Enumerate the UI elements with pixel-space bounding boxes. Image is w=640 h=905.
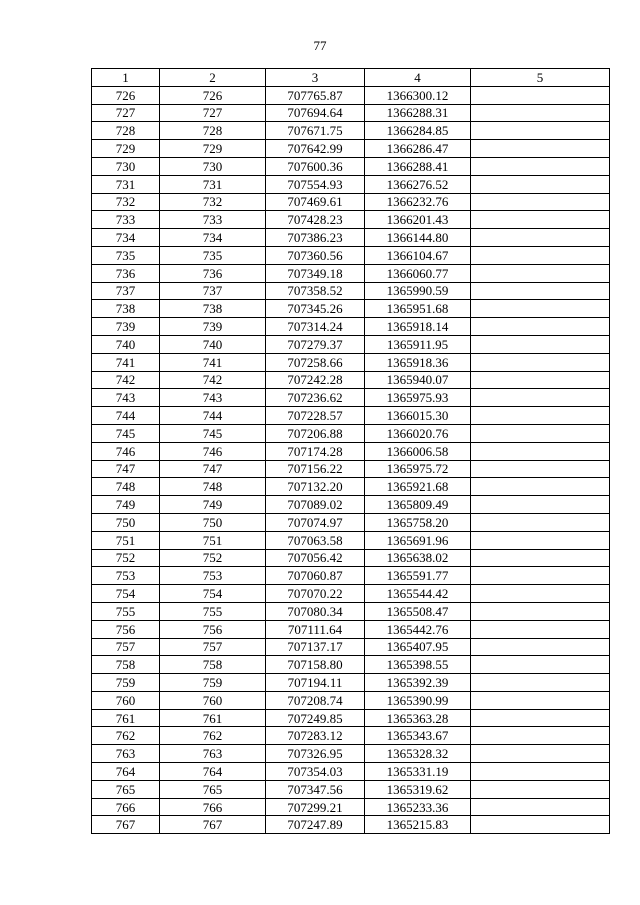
table-cell: 748 (160, 478, 266, 496)
table-cell: 707111.64 (266, 620, 365, 638)
table-cell (471, 389, 610, 407)
table-cell: 1366232.76 (365, 193, 471, 211)
page-number: 77 (313, 38, 327, 53)
table-cell: 745 (92, 424, 160, 442)
table-row (92, 229, 610, 247)
table-cell: 1366144.80 (365, 229, 471, 247)
table-cell: 1365918.36 (365, 353, 471, 371)
table-cell: 707314.24 (266, 318, 365, 336)
table-cell: 763 (92, 745, 160, 763)
table-cell (471, 264, 610, 282)
table-cell: 707283.12 (266, 727, 365, 745)
table-row (92, 567, 610, 585)
table-cell: 707174.28 (266, 442, 365, 460)
table-row (92, 264, 610, 282)
table-row (92, 549, 610, 567)
table-cell: 753 (92, 567, 160, 585)
table-cell (471, 122, 610, 140)
table-cell (471, 727, 610, 745)
table-cell (471, 211, 610, 229)
table-cell: 751 (92, 531, 160, 549)
table-cell: 738 (92, 300, 160, 318)
table-cell (471, 496, 610, 514)
table-cell: 735 (92, 246, 160, 264)
table-cell: 750 (92, 513, 160, 531)
table-row (92, 638, 610, 656)
column-header: 1 (92, 69, 160, 87)
table-cell: 727 (160, 104, 266, 122)
table-cell: 726 (92, 86, 160, 104)
table-cell: 707428.23 (266, 211, 365, 229)
table-cell: 729 (160, 140, 266, 158)
table-cell: 1366006.58 (365, 442, 471, 460)
table-cell: 750 (160, 513, 266, 531)
table-cell (471, 763, 610, 781)
table-cell: 766 (92, 798, 160, 816)
table-cell (471, 193, 610, 211)
table-cell (471, 780, 610, 798)
table-cell (471, 585, 610, 603)
table-cell: 707247.89 (266, 816, 365, 834)
table-cell: 1365975.72 (365, 460, 471, 478)
table-cell: 754 (160, 585, 266, 603)
table-cell: 735 (160, 246, 266, 264)
table-cell: 730 (160, 157, 266, 175)
table-row (92, 496, 610, 514)
table-cell: 727 (92, 104, 160, 122)
table-cell: 765 (160, 780, 266, 798)
table-cell: 764 (160, 763, 266, 781)
table-cell: 1366288.31 (365, 104, 471, 122)
table-cell (471, 745, 610, 763)
table-cell: 749 (92, 496, 160, 514)
table-cell: 707236.62 (266, 389, 365, 407)
table-row (92, 335, 610, 353)
table-cell: 731 (92, 175, 160, 193)
table-cell: 707765.87 (266, 86, 365, 104)
table-cell: 707156.22 (266, 460, 365, 478)
table-row (92, 424, 610, 442)
table-cell: 1365758.20 (365, 513, 471, 531)
table-cell: 734 (92, 229, 160, 247)
table-cell: 732 (160, 193, 266, 211)
table-cell: 739 (160, 318, 266, 336)
table-cell (471, 691, 610, 709)
coordinates-table (91, 68, 610, 834)
table-cell: 762 (92, 727, 160, 745)
table-cell: 1366276.52 (365, 175, 471, 193)
table-cell: 759 (92, 674, 160, 692)
table-row (92, 282, 610, 300)
table-cell: 1365918.14 (365, 318, 471, 336)
table-cell: 752 (160, 549, 266, 567)
table-cell: 747 (92, 460, 160, 478)
table-cell: 707360.56 (266, 246, 365, 264)
table-row (92, 727, 610, 745)
table-cell: 743 (160, 389, 266, 407)
table-cell: 736 (92, 264, 160, 282)
table-cell: 1365398.55 (365, 656, 471, 674)
table-row (92, 175, 610, 193)
table-cell: 1365921.68 (365, 478, 471, 496)
table-cell: 730 (92, 157, 160, 175)
table-cell: 1366015.30 (365, 407, 471, 425)
table-cell: 731 (160, 175, 266, 193)
table-cell: 736 (160, 264, 266, 282)
table-row (92, 407, 610, 425)
table-row (92, 211, 610, 229)
table-cell: 728 (160, 122, 266, 140)
table-cell: 707074.97 (266, 513, 365, 531)
table-cell: 755 (92, 602, 160, 620)
table-cell: 760 (92, 691, 160, 709)
table-cell: 743 (92, 389, 160, 407)
table-cell (471, 674, 610, 692)
table-cell: 1365809.49 (365, 496, 471, 514)
table-cell: 757 (160, 638, 266, 656)
table-cell: 742 (160, 371, 266, 389)
table-cell: 732 (92, 193, 160, 211)
table-cell: 757 (92, 638, 160, 656)
table-cell (471, 282, 610, 300)
table-row (92, 442, 610, 460)
table-cell: 707469.61 (266, 193, 365, 211)
column-header: 3 (266, 69, 365, 87)
table-cell: 707228.57 (266, 407, 365, 425)
table-cell (471, 318, 610, 336)
table-cell: 1365638.02 (365, 549, 471, 567)
table-cell: 1365363.28 (365, 709, 471, 727)
table-cell (471, 86, 610, 104)
table-cell: 733 (92, 211, 160, 229)
table-cell: 707299.21 (266, 798, 365, 816)
table-cell: 737 (160, 282, 266, 300)
table-row (92, 620, 610, 638)
table-cell: 748 (92, 478, 160, 496)
table-row (92, 389, 610, 407)
table-cell: 759 (160, 674, 266, 692)
table-cell: 707063.58 (266, 531, 365, 549)
table-cell: 763 (160, 745, 266, 763)
table-cell: 749 (160, 496, 266, 514)
table-cell: 1365215.83 (365, 816, 471, 834)
table-row (92, 531, 610, 549)
table-body (92, 86, 610, 833)
table-cell: 707132.20 (266, 478, 365, 496)
table-cell: 753 (160, 567, 266, 585)
table-row (92, 86, 610, 104)
table-cell: 1365233.36 (365, 798, 471, 816)
table-cell (471, 371, 610, 389)
table-cell: 707206.88 (266, 424, 365, 442)
table-cell (471, 549, 610, 567)
table-cell: 707554.93 (266, 175, 365, 193)
table-cell: 740 (92, 335, 160, 353)
table-row (92, 513, 610, 531)
table-cell: 1365691.96 (365, 531, 471, 549)
table-cell: 746 (160, 442, 266, 460)
table-cell: 1365331.19 (365, 763, 471, 781)
table-cell: 1366286.47 (365, 140, 471, 158)
table-cell: 738 (160, 300, 266, 318)
table-cell: 707642.99 (266, 140, 365, 158)
table-cell: 1366020.76 (365, 424, 471, 442)
table-cell (471, 246, 610, 264)
table-row (92, 602, 610, 620)
table-cell: 747 (160, 460, 266, 478)
table-cell: 756 (92, 620, 160, 638)
table-cell (471, 353, 610, 371)
table-cell: 707137.17 (266, 638, 365, 656)
table-cell: 1366288.41 (365, 157, 471, 175)
table-cell: 728 (92, 122, 160, 140)
table-row (92, 371, 610, 389)
table-cell: 707694.64 (266, 104, 365, 122)
table-cell: 740 (160, 335, 266, 353)
table-cell: 761 (160, 709, 266, 727)
table-cell (471, 816, 610, 834)
table-cell: 758 (160, 656, 266, 674)
table-cell (471, 442, 610, 460)
table-row (92, 478, 610, 496)
table-cell: 1365951.68 (365, 300, 471, 318)
table-cell: 758 (92, 656, 160, 674)
table-cell: 707208.74 (266, 691, 365, 709)
table-row (92, 656, 610, 674)
table-cell: 1365940.07 (365, 371, 471, 389)
table-row (92, 763, 610, 781)
table-cell: 1365975.93 (365, 389, 471, 407)
table-cell: 1365390.99 (365, 691, 471, 709)
table-cell: 751 (160, 531, 266, 549)
table-cell: 707358.52 (266, 282, 365, 300)
table-cell: 1365407.95 (365, 638, 471, 656)
table-cell: 707354.03 (266, 763, 365, 781)
table-cell: 707194.11 (266, 674, 365, 692)
table-cell: 707671.75 (266, 122, 365, 140)
table-cell: 754 (92, 585, 160, 603)
table-cell: 707089.02 (266, 496, 365, 514)
table-cell: 707158.80 (266, 656, 365, 674)
column-header: 5 (471, 69, 610, 87)
table-cell: 741 (160, 353, 266, 371)
table-cell: 1365328.32 (365, 745, 471, 763)
column-header: 2 (160, 69, 266, 87)
table-cell: 707345.26 (266, 300, 365, 318)
table-cell: 707600.36 (266, 157, 365, 175)
table-cell (471, 709, 610, 727)
table-cell: 755 (160, 602, 266, 620)
table-cell (471, 513, 610, 531)
table-cell: 762 (160, 727, 266, 745)
table-cell: 766 (160, 798, 266, 816)
table-cell: 756 (160, 620, 266, 638)
table-cell: 707060.87 (266, 567, 365, 585)
table-cell (471, 478, 610, 496)
table-cell: 1366104.67 (365, 246, 471, 264)
table-cell: 1365343.67 (365, 727, 471, 745)
table-cell: 1365392.39 (365, 674, 471, 692)
table-cell: 1366060.77 (365, 264, 471, 282)
table-cell: 764 (92, 763, 160, 781)
table-cell: 741 (92, 353, 160, 371)
table-cell: 707349.18 (266, 264, 365, 282)
table-header (92, 69, 610, 87)
table-cell (471, 460, 610, 478)
table-row (92, 300, 610, 318)
table-cell: 760 (160, 691, 266, 709)
table-cell: 744 (92, 407, 160, 425)
table-cell: 1365508.47 (365, 602, 471, 620)
table-row (92, 157, 610, 175)
table-row (92, 460, 610, 478)
table-cell: 1365544.42 (365, 585, 471, 603)
table-row (92, 122, 610, 140)
table-cell: 733 (160, 211, 266, 229)
table-row (92, 691, 610, 709)
table-row (92, 709, 610, 727)
table-cell: 1365319.62 (365, 780, 471, 798)
table-cell (471, 656, 610, 674)
table-row (92, 816, 610, 834)
table-cell (471, 175, 610, 193)
table-cell: 1366300.12 (365, 86, 471, 104)
table-cell: 1365591.77 (365, 567, 471, 585)
table-cell (471, 300, 610, 318)
table-cell (471, 140, 610, 158)
table-cell: 767 (160, 816, 266, 834)
table-cell: 707326.95 (266, 745, 365, 763)
table-row (92, 585, 610, 603)
table-cell: 729 (92, 140, 160, 158)
table-cell: 1365911.95 (365, 335, 471, 353)
table-row (92, 318, 610, 336)
table-cell (471, 424, 610, 442)
table-cell: 1366284.85 (365, 122, 471, 140)
table-cell (471, 620, 610, 638)
table-row (92, 140, 610, 158)
table-cell: 707242.28 (266, 371, 365, 389)
table-cell (471, 157, 610, 175)
table-cell: 737 (92, 282, 160, 300)
table-cell (471, 638, 610, 656)
table-cell: 745 (160, 424, 266, 442)
table-cell (471, 798, 610, 816)
table-cell: 761 (92, 709, 160, 727)
table-cell: 707056.42 (266, 549, 365, 567)
table-cell (471, 229, 610, 247)
table-row (92, 745, 610, 763)
table-row (92, 798, 610, 816)
table-cell: 744 (160, 407, 266, 425)
table-cell: 746 (92, 442, 160, 460)
table-row (92, 104, 610, 122)
table-row (92, 780, 610, 798)
table-cell: 707347.56 (266, 780, 365, 798)
table-cell: 1365442.76 (365, 620, 471, 638)
table-cell: 765 (92, 780, 160, 798)
table-cell: 707070.22 (266, 585, 365, 603)
table-cell: 1366201.43 (365, 211, 471, 229)
table-cell: 707249.85 (266, 709, 365, 727)
table-cell: 707279.37 (266, 335, 365, 353)
table-cell (471, 567, 610, 585)
table-cell: 767 (92, 816, 160, 834)
column-header: 4 (365, 69, 471, 87)
table-cell: 707386.23 (266, 229, 365, 247)
table-cell (471, 531, 610, 549)
table-cell: 707258.66 (266, 353, 365, 371)
table-cell (471, 104, 610, 122)
table-row (92, 353, 610, 371)
table-row (92, 246, 610, 264)
table-cell: 752 (92, 549, 160, 567)
table-cell (471, 407, 610, 425)
table-cell: 707080.34 (266, 602, 365, 620)
table-cell: 1365990.59 (365, 282, 471, 300)
table-cell: 742 (92, 371, 160, 389)
table-cell: 726 (160, 86, 266, 104)
header-row (92, 69, 610, 87)
table-cell (471, 602, 610, 620)
table-cell: 739 (92, 318, 160, 336)
table-cell: 734 (160, 229, 266, 247)
table-cell (471, 335, 610, 353)
table-row (92, 193, 610, 211)
table-row (92, 674, 610, 692)
